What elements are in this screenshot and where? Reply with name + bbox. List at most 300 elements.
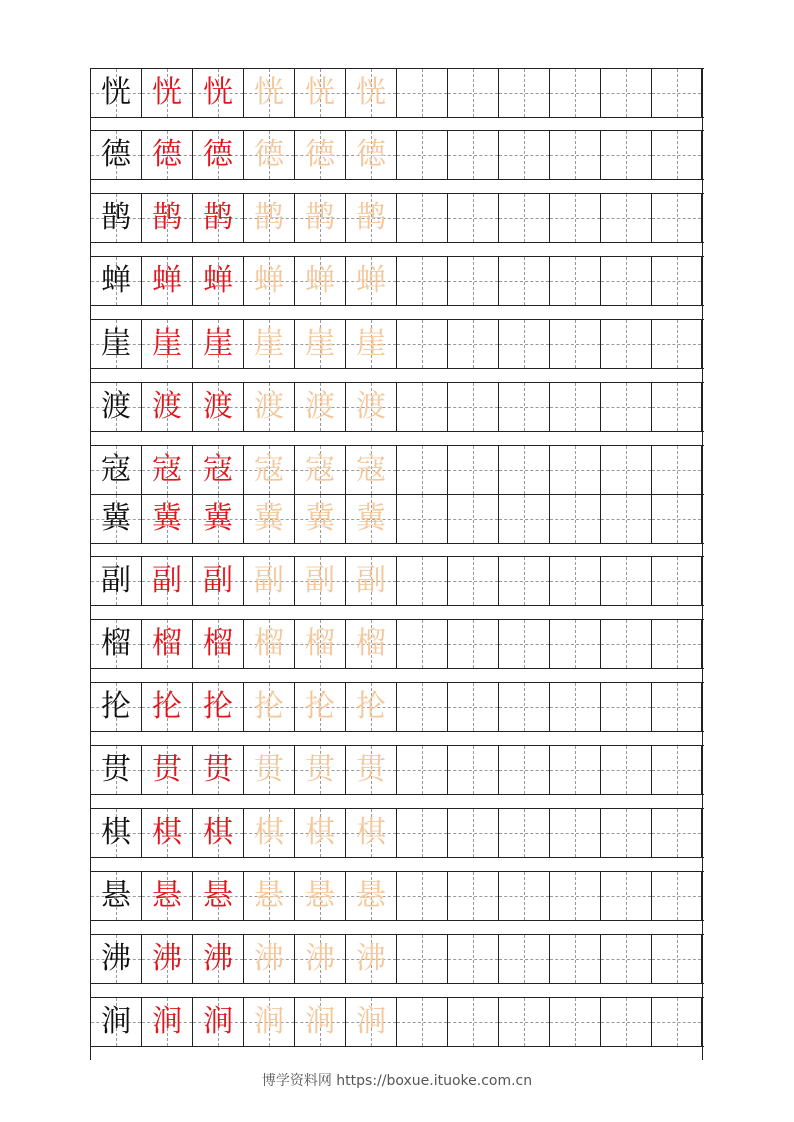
empty-cell[interactable] [498,69,549,117]
empty-cell[interactable] [600,935,651,983]
trace-character: 蝉 [305,263,335,298]
empty-cell[interactable] [549,683,600,731]
trace-character: 贯 [305,752,335,787]
trace-character: 贯 [152,752,182,787]
trace-character: 寇 [305,452,335,487]
trace-character: 棋 [152,815,182,850]
empty-cell[interactable] [549,746,600,794]
trace-character: 蝉 [356,263,386,298]
practice-row [90,808,704,858]
empty-cell[interactable] [549,495,600,543]
empty-cell[interactable] [447,495,498,543]
model-character: 鹊 [101,200,131,235]
trace-character: 鹊 [254,200,284,235]
trace-cell-light [294,320,345,368]
empty-cell[interactable] [651,809,702,857]
trace-character: 冀 [254,501,284,536]
trace-character: 德 [254,137,284,172]
trace-cell-light [294,446,345,494]
trace-cell-light [243,809,294,857]
empty-cell[interactable] [651,69,702,117]
trace-character: 榴 [152,626,182,661]
empty-cell[interactable] [600,69,651,117]
empty-cell[interactable] [600,998,651,1046]
model-cell [90,495,141,543]
empty-cell[interactable] [396,872,447,920]
empty-cell[interactable] [396,557,447,605]
trace-character: 鹊 [305,200,335,235]
trace-cell-light [243,495,294,543]
trace-cell-red [192,131,243,179]
model-cell [90,131,141,179]
trace-character: 抡 [254,689,284,724]
empty-cell[interactable] [549,131,600,179]
trace-cell-red [141,935,192,983]
empty-cell[interactable] [600,620,651,668]
empty-cell[interactable] [651,557,702,605]
empty-cell[interactable] [447,131,498,179]
empty-cell[interactable] [651,320,702,368]
empty-cell[interactable] [498,383,549,431]
practice-row [90,871,704,921]
empty-cell[interactable] [447,872,498,920]
trace-character: 沸 [203,941,233,976]
trace-cell-red [192,383,243,431]
trace-cell-light [345,131,396,179]
trace-character: 冀 [305,501,335,536]
trace-character: 渡 [305,389,335,424]
trace-cell-red [192,998,243,1046]
empty-cell[interactable] [651,383,702,431]
trace-character: 副 [152,563,182,598]
trace-character: 寇 [152,452,182,487]
practice-row [90,745,704,795]
trace-cell-red [141,446,192,494]
empty-cell[interactable] [396,131,447,179]
model-character: 副 [101,563,131,598]
empty-cell[interactable] [498,935,549,983]
trace-character: 冀 [203,501,233,536]
empty-cell[interactable] [600,320,651,368]
empty-cell[interactable] [549,69,600,117]
model-cell [90,998,141,1046]
empty-cell[interactable] [498,495,549,543]
trace-cell-light [294,194,345,242]
model-cell [90,872,141,920]
trace-character: 榴 [203,626,233,661]
empty-cell[interactable] [549,872,600,920]
trace-cell-light [294,257,345,305]
trace-character: 德 [152,137,182,172]
trace-cell-red [141,131,192,179]
empty-cell[interactable] [651,683,702,731]
practice-row [90,619,704,669]
model-cell [90,194,141,242]
trace-character: 棋 [254,815,284,850]
trace-character: 崖 [254,326,284,361]
empty-cell[interactable] [651,746,702,794]
empty-cell[interactable] [651,935,702,983]
empty-cell[interactable] [447,446,498,494]
empty-cell[interactable] [396,69,447,117]
trace-character: 棋 [356,815,386,850]
trace-character: 德 [203,137,233,172]
model-character: 德 [101,137,131,172]
empty-cell[interactable] [549,620,600,668]
trace-character: 涧 [254,1004,284,1039]
empty-cell[interactable] [447,998,498,1046]
empty-cell[interactable] [498,194,549,242]
trace-character: 崖 [305,326,335,361]
trace-cell-light [243,446,294,494]
trace-cell-red [192,683,243,731]
model-cell [90,809,141,857]
trace-cell-light [243,194,294,242]
trace-character: 副 [254,563,284,598]
empty-cell[interactable] [396,446,447,494]
empty-cell[interactable] [498,809,549,857]
trace-character: 恍 [305,75,335,110]
trace-character: 渡 [356,389,386,424]
empty-cell[interactable] [549,257,600,305]
trace-character: 渡 [203,389,233,424]
empty-cell[interactable] [651,194,702,242]
trace-cell-light [345,557,396,605]
model-cell [90,69,141,117]
practice-row [90,193,704,243]
trace-cell-red [141,69,192,117]
trace-cell-light [345,495,396,543]
trace-cell-light [243,383,294,431]
empty-cell[interactable] [447,809,498,857]
trace-character: 抡 [152,689,182,724]
model-character: 榴 [101,626,131,661]
trace-cell-light [243,872,294,920]
trace-character: 贯 [203,752,233,787]
model-character: 恍 [101,75,131,110]
empty-cell[interactable] [651,495,702,543]
empty-cell[interactable] [396,746,447,794]
trace-cell-red [141,194,192,242]
trace-character: 悬 [305,878,335,913]
trace-cell-light [345,998,396,1046]
trace-character: 副 [356,563,386,598]
empty-cell[interactable] [549,194,600,242]
trace-cell-light [243,746,294,794]
trace-character: 抡 [356,689,386,724]
trace-cell-red [192,809,243,857]
trace-cell-light [345,69,396,117]
trace-cell-red [192,194,243,242]
practice-row [90,382,704,432]
trace-character: 贯 [254,752,284,787]
trace-character: 蝉 [203,263,233,298]
empty-cell[interactable] [651,446,702,494]
trace-cell-light [345,257,396,305]
empty-cell[interactable] [498,446,549,494]
trace-cell-red [141,383,192,431]
empty-cell[interactable] [498,746,549,794]
trace-cell-light [243,683,294,731]
model-cell [90,935,141,983]
practice-row [90,682,704,732]
empty-cell[interactable] [447,620,498,668]
practice-row [90,68,704,118]
trace-cell-light [294,69,345,117]
trace-cell-red [192,935,243,983]
trace-cell-red [141,746,192,794]
practice-row [90,934,704,984]
trace-cell-red [192,69,243,117]
trace-cell-red [192,557,243,605]
trace-character: 副 [305,563,335,598]
trace-cell-light [243,131,294,179]
model-character: 冀 [101,501,131,536]
empty-cell[interactable] [600,809,651,857]
empty-cell[interactable] [600,257,651,305]
trace-cell-light [294,131,345,179]
trace-character: 德 [305,137,335,172]
model-character: 寇 [101,452,131,487]
empty-cell[interactable] [447,935,498,983]
trace-character: 寇 [356,452,386,487]
trace-character: 鹊 [203,200,233,235]
trace-character: 恍 [356,75,386,110]
footer-text: 博学资料网 https://boxue.ituoke.com.cn [261,1073,533,1089]
trace-character: 蝉 [254,263,284,298]
empty-cell[interactable] [549,998,600,1046]
empty-cell[interactable] [498,620,549,668]
trace-character: 抡 [305,689,335,724]
empty-cell[interactable] [600,746,651,794]
trace-cell-light [345,320,396,368]
empty-cell[interactable] [651,257,702,305]
trace-character: 德 [356,137,386,172]
empty-cell[interactable] [651,620,702,668]
empty-cell[interactable] [447,320,498,368]
practice-row [90,997,704,1047]
empty-cell[interactable] [498,683,549,731]
empty-cell[interactable] [498,257,549,305]
trace-character: 抡 [203,689,233,724]
model-cell [90,557,141,605]
empty-cell[interactable] [447,257,498,305]
trace-cell-light [294,746,345,794]
empty-cell[interactable] [549,383,600,431]
empty-cell[interactable] [396,935,447,983]
trace-character: 恍 [152,75,182,110]
practice-row [90,319,704,369]
trace-cell-light [243,998,294,1046]
model-cell [90,620,141,668]
trace-character: 冀 [152,501,182,536]
trace-character: 涧 [356,1004,386,1039]
trace-character: 悬 [203,878,233,913]
partial-row [90,1056,704,1062]
practice-row [90,445,704,495]
model-character: 沸 [101,941,131,976]
trace-cell-light [294,683,345,731]
trace-character: 蝉 [152,263,182,298]
trace-character: 鹊 [356,200,386,235]
trace-character: 沸 [305,941,335,976]
empty-cell[interactable] [600,557,651,605]
empty-cell[interactable] [600,131,651,179]
trace-character: 榴 [305,626,335,661]
empty-cell[interactable] [447,194,498,242]
empty-cell[interactable] [396,495,447,543]
trace-cell-red [141,872,192,920]
trace-cell-light [294,557,345,605]
trace-character: 副 [203,563,233,598]
trace-cell-light [345,935,396,983]
model-cell [90,446,141,494]
trace-cell-light [243,935,294,983]
empty-cell[interactable] [447,683,498,731]
empty-cell[interactable] [600,383,651,431]
trace-character: 寇 [254,452,284,487]
trace-cell-light [345,446,396,494]
model-character: 贯 [101,752,131,787]
practice-row [90,494,704,544]
empty-cell[interactable] [396,683,447,731]
trace-character: 棋 [305,815,335,850]
trace-cell-light [345,683,396,731]
model-character: 渡 [101,389,131,424]
trace-cell-light [294,935,345,983]
empty-cell[interactable] [498,557,549,605]
trace-cell-light [294,872,345,920]
trace-character: 悬 [254,878,284,913]
trace-cell-light [294,620,345,668]
trace-character: 棋 [203,815,233,850]
model-character: 涧 [101,1004,131,1039]
trace-cell-light [243,257,294,305]
empty-cell[interactable] [600,683,651,731]
trace-cell-light [294,998,345,1046]
model-character: 蝉 [101,263,131,298]
trace-character: 沸 [254,941,284,976]
empty-cell[interactable] [549,320,600,368]
trace-cell-light [294,809,345,857]
trace-cell-light [345,383,396,431]
trace-cell-light [345,620,396,668]
model-cell [90,683,141,731]
trace-cell-red [192,320,243,368]
empty-cell[interactable] [549,446,600,494]
model-character: 悬 [101,878,131,913]
trace-cell-red [192,620,243,668]
model-cell [90,257,141,305]
empty-cell[interactable] [396,194,447,242]
empty-cell[interactable] [396,620,447,668]
trace-cell-light [345,194,396,242]
trace-character: 鹊 [152,200,182,235]
empty-cell[interactable] [600,872,651,920]
empty-cell[interactable] [549,557,600,605]
trace-cell-red [141,557,192,605]
trace-character: 涧 [203,1004,233,1039]
trace-character: 沸 [152,941,182,976]
model-character: 崖 [101,326,131,361]
trace-character: 崖 [356,326,386,361]
trace-character: 恍 [203,75,233,110]
trace-character: 渡 [254,389,284,424]
trace-character: 崖 [152,326,182,361]
trace-cell-light [294,495,345,543]
empty-cell[interactable] [651,131,702,179]
empty-cell[interactable] [600,446,651,494]
trace-cell-light [243,620,294,668]
trace-cell-red [192,495,243,543]
trace-cell-light [345,809,396,857]
trace-character: 悬 [152,878,182,913]
trace-character: 崖 [203,326,233,361]
empty-cell[interactable] [396,320,447,368]
trace-cell-red [141,620,192,668]
trace-cell-red [141,809,192,857]
trace-cell-red [192,257,243,305]
trace-cell-red [141,495,192,543]
trace-cell-light [243,69,294,117]
trace-cell-red [192,872,243,920]
empty-cell[interactable] [498,131,549,179]
trace-cell-red [192,746,243,794]
trace-cell-red [141,998,192,1046]
empty-cell[interactable] [600,194,651,242]
practice-row [90,256,704,306]
trace-cell-light [243,320,294,368]
trace-character: 悬 [356,878,386,913]
empty-cell[interactable] [396,383,447,431]
model-cell [90,383,141,431]
model-character: 棋 [101,815,131,850]
empty-cell[interactable] [447,69,498,117]
empty-cell[interactable] [549,809,600,857]
empty-cell[interactable] [498,998,549,1046]
trace-cell-light [243,557,294,605]
trace-cell-red [141,683,192,731]
trace-character: 榴 [356,626,386,661]
empty-cell[interactable] [498,320,549,368]
empty-cell[interactable] [396,257,447,305]
empty-cell[interactable] [600,495,651,543]
empty-cell[interactable] [498,872,549,920]
empty-cell[interactable] [447,746,498,794]
trace-cell-red [141,257,192,305]
empty-cell[interactable] [651,872,702,920]
practice-row [90,556,704,606]
trace-character: 冀 [356,501,386,536]
empty-cell[interactable] [447,557,498,605]
trace-cell-light [345,872,396,920]
trace-character: 涧 [152,1004,182,1039]
model-cell [90,746,141,794]
empty-cell[interactable] [396,998,447,1046]
trace-cell-light [294,383,345,431]
trace-character: 恍 [254,75,284,110]
trace-character: 涧 [305,1004,335,1039]
empty-cell[interactable] [396,809,447,857]
empty-cell[interactable] [549,935,600,983]
empty-cell[interactable] [447,383,498,431]
empty-cell[interactable] [651,998,702,1046]
trace-cell-light [345,746,396,794]
trace-character: 渡 [152,389,182,424]
practice-row [90,130,704,180]
model-cell [90,320,141,368]
trace-cell-red [141,320,192,368]
